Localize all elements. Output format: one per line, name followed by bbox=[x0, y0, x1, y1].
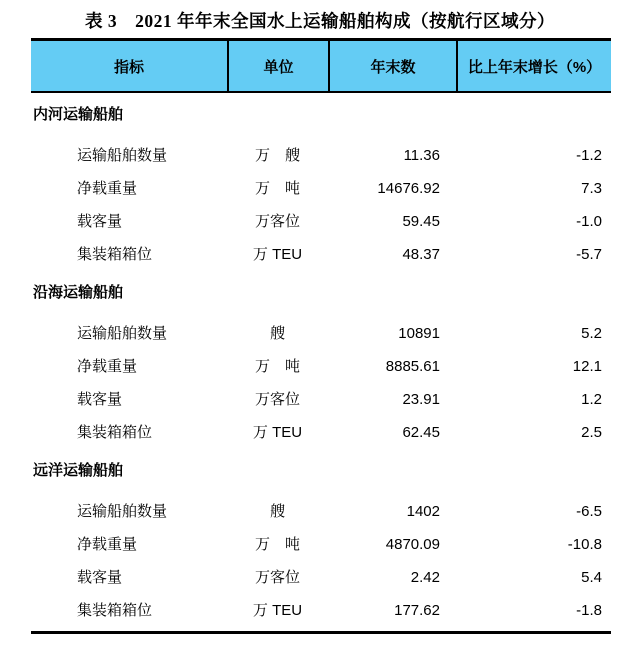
row-growth-value: -5.7 bbox=[576, 246, 602, 263]
row-growth-value: 12.1 bbox=[572, 358, 602, 375]
table-row bbox=[31, 139, 611, 172]
row-growth-value: 5.2 bbox=[581, 325, 602, 342]
section-title: 沿海运输船舶 bbox=[33, 284, 124, 301]
header-cell-indicator: 指标 bbox=[113, 58, 144, 76]
row-unit: 万 吨 bbox=[254, 180, 300, 197]
row-unit: 万 艘 bbox=[254, 147, 300, 164]
row-growth-value: -1.0 bbox=[576, 213, 602, 230]
row-year-end-value: 10891 bbox=[398, 325, 440, 342]
row-unit: 万客位 bbox=[254, 569, 300, 586]
row-growth-value: 7.3 bbox=[581, 180, 602, 197]
row-year-end-value: 177.62 bbox=[394, 602, 440, 619]
row-year-end-value: 11.36 bbox=[403, 147, 440, 164]
row-indicator-label: 运输船舶数量 bbox=[77, 503, 168, 520]
row-growth-value: -1.2 bbox=[576, 147, 602, 164]
row-year-end-value: 23.91 bbox=[402, 391, 440, 408]
table-row bbox=[31, 594, 611, 627]
table-row bbox=[31, 528, 611, 561]
table-header-row bbox=[31, 38, 611, 93]
row-indicator-label: 集装箱箱位 bbox=[77, 602, 153, 619]
row-unit: 万 吨 bbox=[254, 536, 300, 553]
row-unit: 万 吨 bbox=[254, 358, 300, 375]
row-year-end-value: 62.45 bbox=[402, 424, 440, 441]
row-year-end-value: 59.45 bbox=[402, 213, 440, 230]
table-row bbox=[31, 495, 611, 528]
row-indicator-label: 集装箱箱位 bbox=[77, 246, 153, 263]
table-title: 表 3 2021 年年末全国水上运输船舶构成（按航行区域分） bbox=[85, 11, 555, 31]
row-year-end-value: 2.42 bbox=[410, 569, 440, 586]
row-unit: 万客位 bbox=[254, 213, 300, 230]
row-unit: 艘 bbox=[269, 503, 285, 520]
row-indicator-label: 净载重量 bbox=[77, 358, 138, 375]
row-growth-value: -6.5 bbox=[576, 503, 602, 520]
table-row bbox=[31, 172, 611, 205]
table-row bbox=[31, 416, 611, 449]
statistics-table bbox=[31, 38, 611, 634]
header-cell-year-end-value: 年末数 bbox=[328, 41, 456, 91]
row-indicator-label: 集装箱箱位 bbox=[77, 424, 153, 441]
row-unit: 艘 bbox=[269, 325, 285, 342]
row-year-end-value: 8885.61 bbox=[385, 358, 440, 375]
row-growth-value: 5.4 bbox=[581, 569, 602, 586]
table-row bbox=[31, 383, 611, 416]
row-unit: 万 TEU bbox=[252, 246, 303, 263]
table-body bbox=[31, 99, 611, 634]
row-unit: 万 TEU bbox=[252, 602, 303, 619]
table-row bbox=[31, 317, 611, 350]
section-title: 内河运输船舶 bbox=[33, 106, 124, 123]
row-year-end-value: 48.37 bbox=[402, 246, 440, 263]
row-unit: 万客位 bbox=[254, 391, 300, 408]
row-indicator-label: 运输船舶数量 bbox=[77, 147, 168, 164]
row-year-end-value: 4870.09 bbox=[385, 536, 440, 553]
row-indicator-label: 载客量 bbox=[77, 213, 123, 230]
table-row bbox=[31, 350, 611, 383]
header-cell-unit: 单位 bbox=[227, 41, 328, 91]
row-indicator-label: 净载重量 bbox=[77, 536, 138, 553]
row-year-end-value: 1402 bbox=[406, 503, 440, 520]
row-indicator-label: 载客量 bbox=[77, 569, 123, 586]
header-cell-growth: 比上年末增长（%） bbox=[456, 41, 611, 91]
row-year-end-value: 14676.92 bbox=[377, 180, 440, 197]
row-growth-value: 2.5 bbox=[581, 424, 602, 441]
row-unit: 万 TEU bbox=[252, 424, 303, 441]
row-growth-value: 1.2 bbox=[581, 391, 602, 408]
row-indicator-label: 载客量 bbox=[77, 391, 123, 408]
table-row bbox=[31, 238, 611, 271]
row-growth-value: -1.8 bbox=[576, 602, 602, 619]
section-title: 远洋运输船舶 bbox=[33, 462, 124, 479]
row-growth-value: -10.8 bbox=[567, 536, 602, 553]
table-row bbox=[31, 561, 611, 594]
row-indicator-label: 净载重量 bbox=[77, 180, 138, 197]
row-indicator-label: 运输船舶数量 bbox=[77, 325, 168, 342]
table-row bbox=[31, 205, 611, 238]
